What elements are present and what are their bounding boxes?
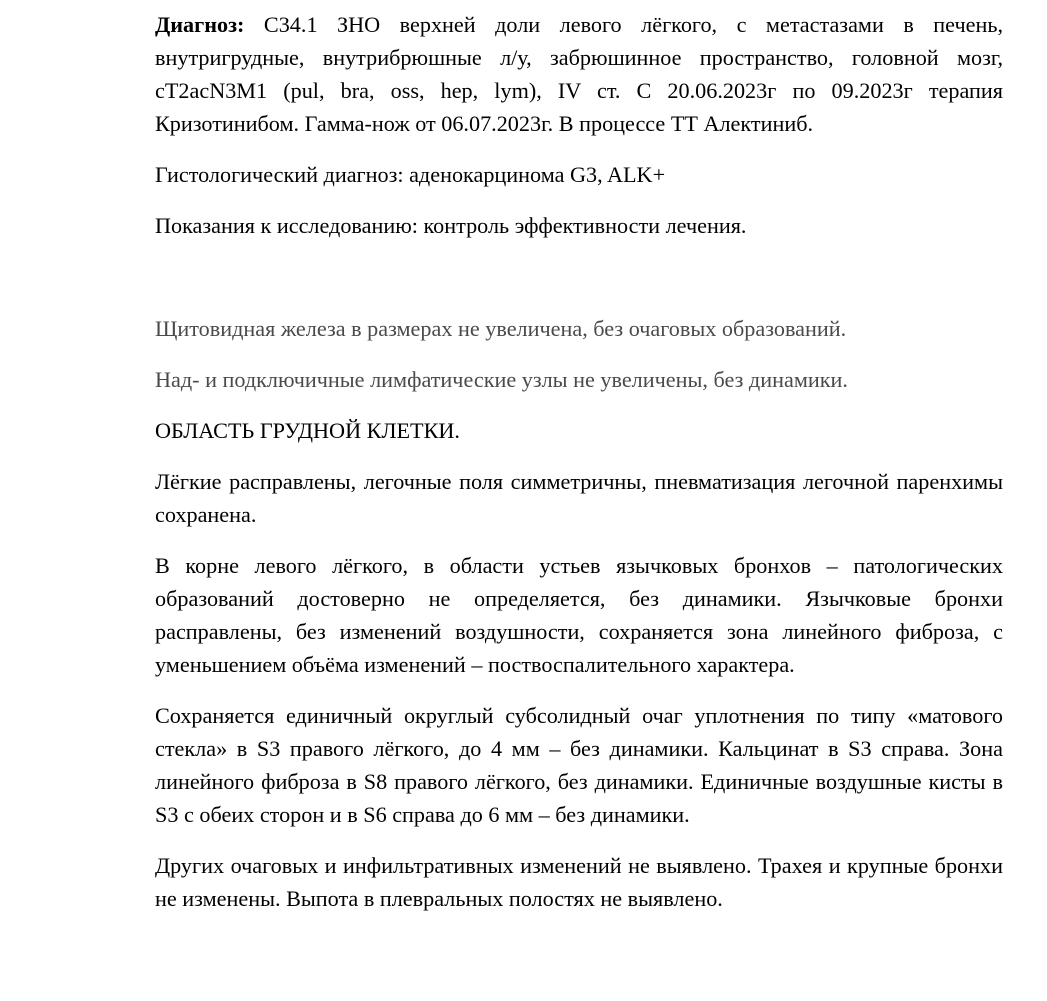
- thyroid-paragraph: Щитовидная железа в размерах не увеличена, без очаговых образований.: [155, 316, 847, 341]
- focus-paragraph: Сохраняется единичный округлый субсолидный очаг уплотнения по типу «матового стекла» в S3 правого лёгкого, до 4 мм – без динамики. Кальцинат в S3 справа. Зона линейного фиброза в S8 правого лёгкого, без динамики. Единичные воздушные кисты в S3 с обеих сторон и в S6 справа до 6 мм – без динамики.: [155, 703, 1003, 827]
- histology-paragraph: Гистологический диагноз: аденокарцинома G3, ALK+: [155, 162, 666, 187]
- diagnosis-label: Диагноз:: [155, 12, 245, 37]
- lymph-nodes-paragraph: Над- и подключичные лимфатические узлы не увеличены, без динамики.: [155, 367, 848, 392]
- section-gap: [155, 260, 1003, 312]
- chest-heading: ОБЛАСТЬ ГРУДНОЙ КЛЕТКИ.: [155, 418, 460, 443]
- left-root-paragraph: В корне левого лёгкого, в области устьев язычковых бронхов – патологических образований достоверно не определяется, без динамики. Язычковые бронхи расправлены, без изменений воздушности, сохраняется зона линейного фиброза, с уменьшением объёма изменений – поствоспалительного характера.: [155, 553, 1003, 677]
- lungs-paragraph: Лёгкие расправлены, легочные поля симметричны, пневматизация легочной паренхимы сохранена.: [155, 469, 1003, 527]
- other-findings-paragraph: Других очаговых и инфильтративных изменений не выявлено. Трахея и крупные бронхи не изменены. Выпота в плевральных полостях не выявлено.: [155, 853, 1003, 911]
- indications-paragraph: Показания к исследованию: контроль эффективности лечения.: [155, 213, 747, 238]
- diagnosis-text: С34.1 ЗНО верхней доли левого лёгкого, с метастазами в печень, внутригрудные, внутрибрюшные л/у, забрюшинное пространство, головной мозг, cT2acN3M1 (pul, bra, oss, hep, lym), IV ст. С 20.06.2023г по 09.2023г терапия Кризотинибом. Гамма-нож от 06.07.2023г. В процессе ТТ Алектиниб.: [155, 12, 1004, 136]
- diagnosis-paragraph: [155, 8, 1003, 140]
- document-page: [155, 8, 1003, 933]
